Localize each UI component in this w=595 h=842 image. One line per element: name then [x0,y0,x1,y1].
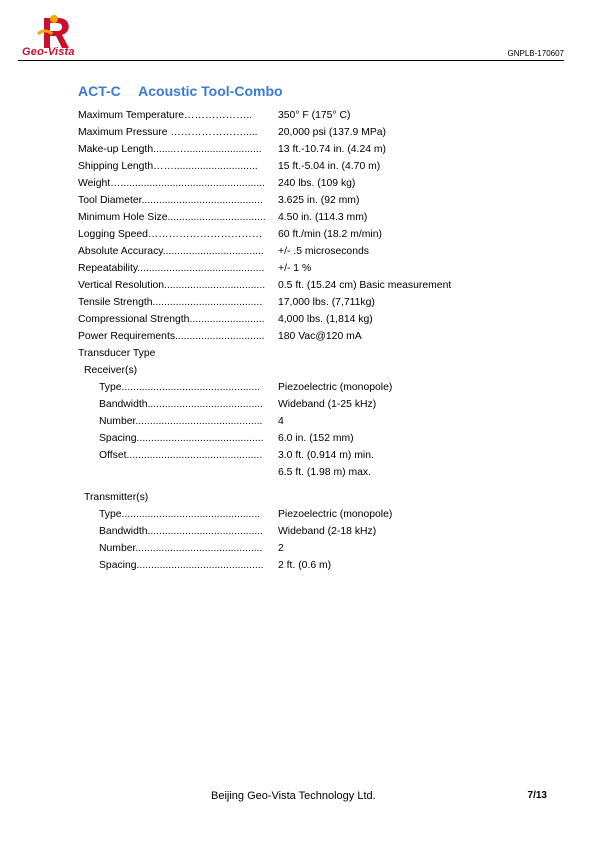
spec-value: 13 ft.-10.74 in. (4.24 m) [278,144,387,155]
spec-value: 240 lbs. (109 kg) [278,178,356,189]
spec-value: Piezoelectric (monopole) [278,382,393,393]
spec-value: 6.5 ft. (1.98 m) max. [278,467,371,478]
spec-label: Offset............................................... [99,450,263,461]
spec-value: 2 ft. (0.6 m) [278,560,332,571]
receiver-heading: Receiver(s) [84,365,138,376]
spec-row [78,506,518,523]
spec-label: Maximum Pressure …………………..... [78,127,258,138]
spec-label: Tool Diameter.......................................... [78,195,263,206]
spec-value: Piezoelectric (monopole) [278,509,393,520]
spec-row [78,345,518,362]
header-divider [18,60,564,61]
footer-company-name: Beijing Geo-Vista Technology Ltd. [211,790,376,802]
document-code: GNPLB-170607 [507,49,564,58]
spec-value: 3.625 in. (92 mm) [278,195,360,206]
spec-label: Tensile Strength...................................... [78,297,263,308]
spec-label: Number............................................ [99,543,263,554]
spec-label: Power Requirements............................... [78,331,265,342]
spec-value: 6.0 in. (152 mm) [278,433,354,444]
spec-value: 3.0 ft. (0.914 m) min. [278,450,374,461]
spec-value: Wideband (2-18 kHz) [278,526,377,537]
spec-row [78,124,518,141]
spec-value: 0.5 ft. (15.24 cm) Basic measurement [278,280,452,291]
spec-row [78,379,518,396]
spec-label: Logging Speed…………………………… [78,229,263,240]
spec-label: Number............................................ [99,416,263,427]
spec-row [78,158,518,175]
logo-wordmark: Geo-Vista [22,46,75,58]
spec-row [78,523,518,540]
spec-row [78,413,518,430]
spec-value: 15 ft.-5.04 in. (4.70 m) [278,161,381,172]
spec-row [78,192,518,209]
spec-label: Vertical Resolution................................... [78,280,266,291]
spec-label: Type................................................ [99,382,261,393]
spec-row [78,447,518,464]
tool-code: ACT-C [78,83,121,99]
spec-row [78,209,518,226]
page-title [78,83,283,99]
spec-row [78,277,518,294]
spec-row [78,464,518,481]
spec-value: 350° F (175° C) [278,110,351,121]
spec-row [78,430,518,447]
spec-label: Repeatability............................................ [78,263,265,274]
spec-value: 60 ft./min (18.2 m/min) [278,229,382,240]
spec-row [78,294,518,311]
spec-row [78,107,518,124]
spec-row [78,141,518,158]
spec-row [78,396,518,413]
spec-label: Bandwidth........................................ [99,526,263,537]
spec-label: Spacing............................................ [99,433,264,444]
transmitter-heading: Transmitter(s) [84,492,149,503]
transducer-type-heading: Transducer Type [78,348,156,359]
spec-value: 180 Vac@120 mA [278,331,362,342]
spec-row [78,260,518,277]
spec-label: Compressional Strength.......................... [78,314,265,325]
spec-table [78,107,518,574]
spec-label: Type................................................ [99,509,261,520]
spec-label: Weight….................................................. [78,178,265,189]
spec-row [78,540,518,557]
transmitter-heading-row [78,489,518,506]
spec-row [78,311,518,328]
spec-label: Shipping Length……............................. [78,161,258,172]
spec-value: 4,000 lbs. (1,814 kg) [278,314,373,325]
receiver-heading-row [78,362,518,379]
spec-row [78,226,518,243]
spec-label: Spacing............................................ [99,560,264,571]
spec-row [78,243,518,260]
spec-label: Bandwidth........................................ [99,399,263,410]
spec-value: 4.50 in. (114.3 mm) [278,212,368,223]
spec-label: Maximum Temperature……………….. [78,110,253,121]
spec-value: 2 [278,543,284,554]
spec-label: Minimum Hole Size.................................. [78,212,266,223]
spec-row [78,557,518,574]
spec-label: Make-up Length........….......................... [78,144,262,155]
spec-value: 4 [278,416,284,427]
spec-value: +/- .5 microseconds [278,246,369,257]
spec-row [78,328,518,345]
spec-label: Absolute Accuracy................................... [78,246,264,257]
spec-value: +/- 1 % [278,263,312,274]
page-number: 7/13 [527,790,547,801]
spec-value: 17,000 lbs. (7,711kg) [278,297,375,308]
spec-row [78,175,518,192]
spec-value: Wideband (1-25 kHz) [278,399,377,410]
tool-name: Acoustic Tool-Combo [138,83,283,99]
spec-value: 20,000 psi (137.9 MPa) [278,127,387,138]
